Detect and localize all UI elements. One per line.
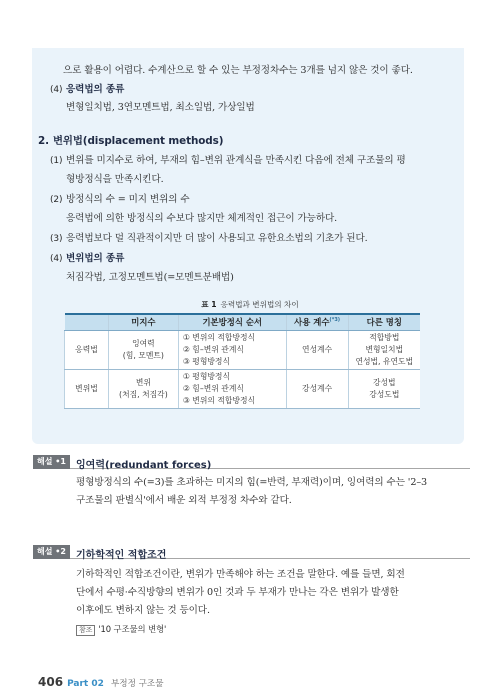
footnote-marker: (*3) [329, 317, 341, 324]
p3-line1: 응력법보다 덜 직관적이지만 더 많이 사용되고 유한요소법의 기초가 된다. [66, 233, 368, 244]
row-equation-item: ② 힘–변위 관계식 [182, 344, 244, 354]
note1-line1: 평형방정식의 수(=3)를 초과하는 미지의 힘(=반력, 부재력)이며, 잉여력의 수는 '2–3 [76, 477, 428, 488]
note2-line3: 이후에도 변하지 않는 것 등이다. [76, 605, 210, 616]
row-name-item: 강성도법 [369, 389, 400, 399]
row-unknown [108, 369, 178, 408]
note1-tag: 해설 •1 [33, 455, 70, 469]
p2-line2: 응력법에 의한 방정식의 수보다 많지만 체계적인 접근이 가능하다. [66, 213, 338, 224]
table-header-coefficient [286, 314, 348, 330]
row-coefficient: 강성계수 [286, 369, 348, 408]
section2-title: 변위법(displacement methods) [53, 135, 224, 147]
table-row [65, 369, 421, 408]
note2-title: 기하학적인 적합조건 [76, 550, 167, 561]
row-equations [178, 330, 286, 369]
intro-line: 으로 활용이 어렵다. 수계산으로 할 수 있는 부정정차수는 3개를 넘지 않은 것이 좋다. [63, 65, 413, 76]
page-footer [38, 671, 164, 690]
row-coefficient: 연성계수 [286, 330, 348, 369]
table-header-unknown: 미지수 [108, 314, 178, 330]
page-number: 406 [38, 675, 64, 689]
row-other-names [348, 330, 420, 369]
table-header-coefficient-label: 사용 계수 [294, 317, 330, 328]
row-unknown-line2: (힘, 모멘트) [122, 350, 164, 360]
reference-tag: 참조 [76, 625, 95, 636]
note2-line2: 단에서 수평·수직방향의 변위가 0인 것과 두 부재가 만나는 각은 변위가 발생한 [76, 587, 399, 598]
footer-chapter: 부정정 구조물 [110, 679, 164, 689]
row-other-names [348, 369, 420, 408]
row-method: 변위법 [65, 369, 109, 408]
p2-number: (2) [50, 195, 63, 205]
row-unknown-line2: (처짐, 처짐각) [119, 389, 168, 399]
row-unknown [108, 330, 178, 369]
reference-text: '10 구조물의 변형' [98, 624, 167, 634]
p2-line1: 방정식의 수 = 미지 변위의 수 [66, 194, 190, 205]
row-unknown-line1: 잉여력 [132, 338, 155, 348]
row-equation-item: ③ 변위의 적합방정식 [182, 395, 256, 405]
section2-number: 2. [38, 135, 49, 147]
footer-part: Part 02 [67, 679, 104, 689]
row-name-item: 변형일치법 [365, 344, 404, 354]
table-header-other-names: 다른 명칭 [348, 314, 420, 330]
row-method: 응력법 [65, 330, 109, 369]
table-header-blank [65, 314, 109, 330]
item4-heading: 응력법의 종류 [66, 84, 125, 95]
table-header-row [65, 314, 421, 330]
p4-heading: 변위법의 종류 [66, 253, 125, 264]
row-equation-item: ① 변위의 적합방정식 [182, 332, 256, 342]
p1-line2: 형방정식을 만족시킨다. [66, 174, 164, 185]
p3-number: (3) [50, 234, 63, 244]
table-header-equation-order: 기본방정식 순서 [178, 314, 286, 330]
p1-line1: 변위를 미지수로 하여, 부재의 힘–변위 관계식을 만족시킨 다음에 전체 구조물의 평 [66, 155, 406, 166]
p4-number: (4) [50, 254, 63, 264]
p4-body: 처짐각법, 고정모멘트법(=모멘트분배법) [66, 272, 234, 283]
row-name-item: 연성법, 유연도법 [355, 356, 414, 366]
note1-title: 잉여력(redundant forces) [76, 460, 212, 471]
p1-number: (1) [50, 156, 63, 166]
item4-number: (4) [50, 85, 63, 95]
row-name-item: 적합방법 [369, 332, 400, 342]
comparison-table [64, 313, 420, 409]
item4-body: 변형일치법, 3연모멘트법, 최소일법, 가상일법 [66, 102, 255, 113]
table-row [65, 330, 421, 369]
row-equation-item: ① 평형방정식 [182, 371, 230, 381]
note1-line2: 구조물의 판별식'에서 배운 외적 부정정 차수와 같다. [76, 495, 292, 506]
row-equation-item: ③ 평형방정식 [182, 356, 230, 366]
note2-reference [76, 622, 166, 636]
row-unknown-line1: 변위 [135, 377, 151, 387]
row-name-item: 강성법 [372, 377, 396, 387]
row-equation-item: ② 힘–변위 관계식 [182, 383, 244, 393]
row-equations [178, 369, 286, 408]
note2-tag: 해설 •2 [33, 545, 70, 559]
table-caption-number: 표 1 [201, 300, 217, 309]
table-caption-text: 응력법과 변위법의 차이 [220, 300, 299, 309]
note2-line1: 기하학적인 적합조건이란, 변위가 만족해야 하는 조건을 말한다. 예를 들면, 회전 [76, 569, 405, 580]
table-caption [0, 299, 500, 310]
